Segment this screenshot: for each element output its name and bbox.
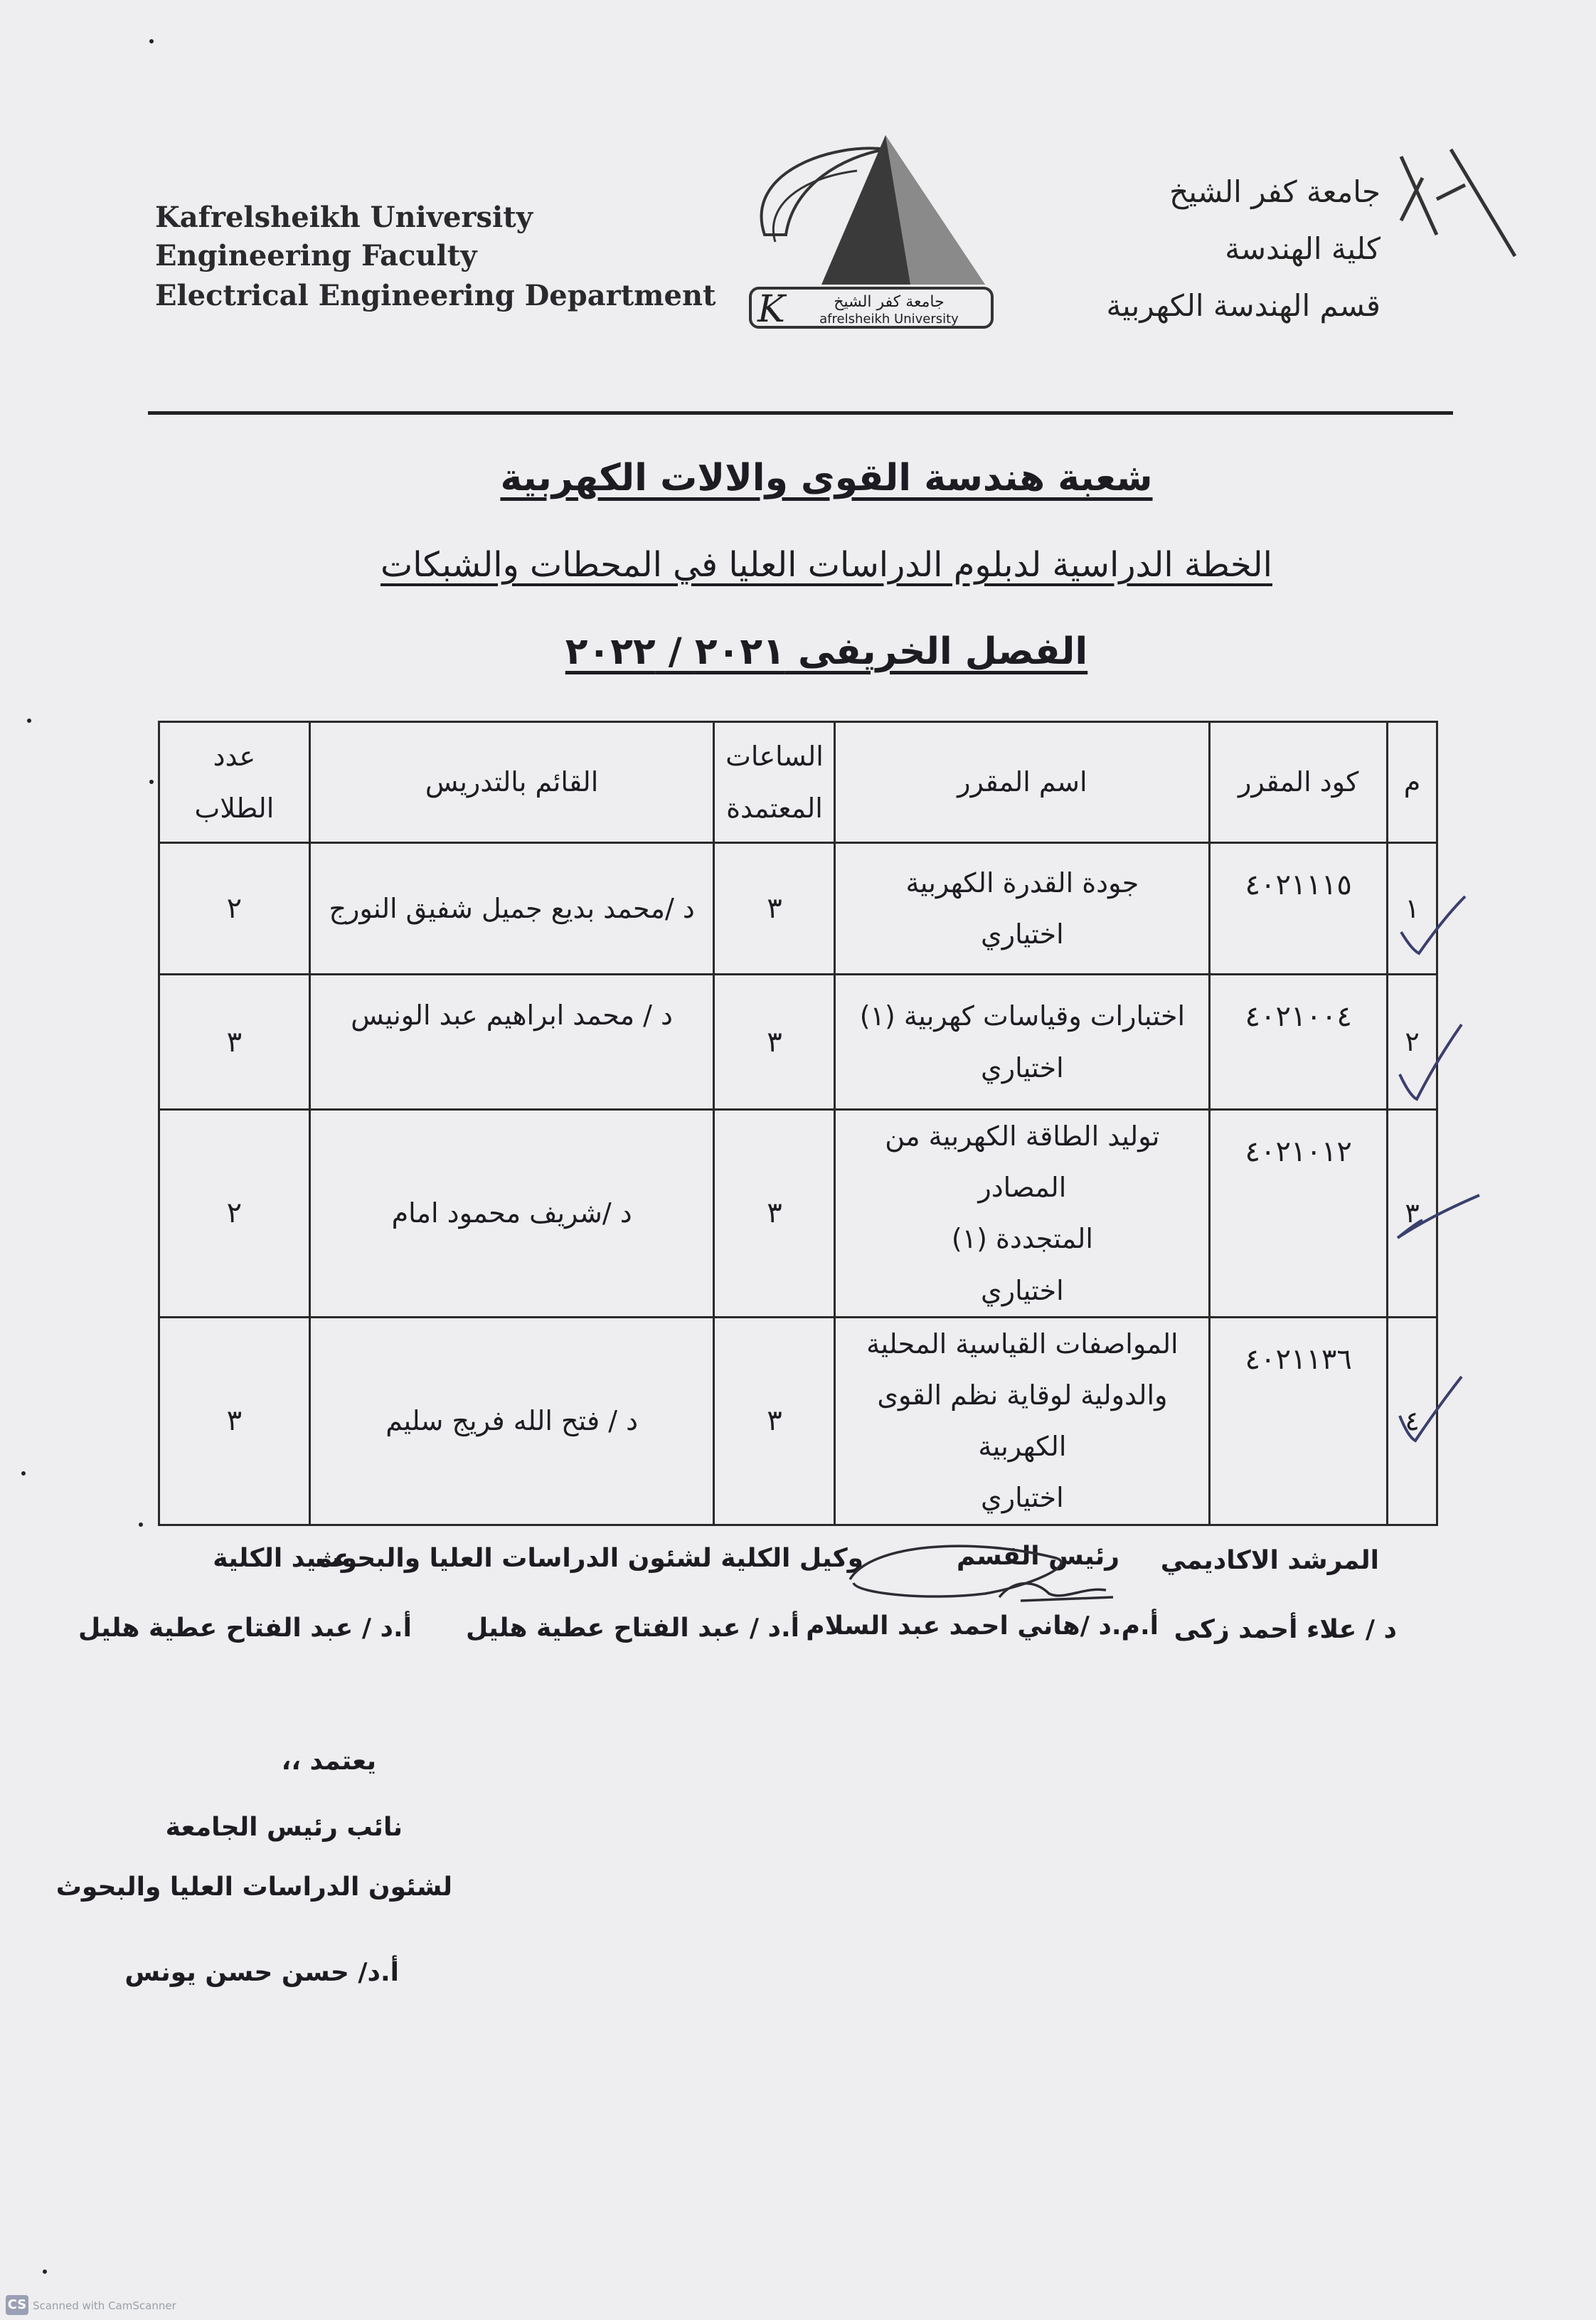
- table-row: [159, 1317, 1437, 1525]
- course-name: [835, 1317, 1210, 1525]
- scan-speck: [139, 1522, 143, 1527]
- course-name-line: اختبارات وقياسات كهربية (١): [859, 1000, 1186, 1032]
- approver-title-line1: نائب رئيس الجامعة: [165, 1813, 403, 1842]
- check-mark-icon: [1394, 1181, 1486, 1259]
- header-hours-line2: المعتمدة: [726, 792, 823, 824]
- course-code: ٤٠٢١١٣٦: [1210, 1317, 1388, 1525]
- check-mark-icon: [1394, 1366, 1472, 1451]
- english-faculty-name: Engineering Faculty: [155, 239, 477, 272]
- instructor-name: د /شريف محمود امام: [309, 1110, 714, 1318]
- university-logo: [736, 128, 1014, 341]
- course-name-line: المواصفات القياسية المحلية: [866, 1328, 1179, 1360]
- english-department-name: Electrical Engineering Department: [155, 279, 716, 312]
- instructor-name: د /محمد بديع جميل شفيق النورج: [309, 843, 714, 975]
- header-students: [159, 722, 310, 843]
- scan-speck: [21, 1471, 26, 1476]
- credit-hours: ٣: [714, 1110, 835, 1318]
- credit-hours: ٣: [714, 1317, 835, 1525]
- row-index: ٣: [1388, 1110, 1437, 1318]
- course-name-line: والدولية لوقاية نظم القوى الكهربية: [877, 1379, 1168, 1463]
- header-index: م: [1388, 722, 1437, 843]
- course-code: ٤٠٢١٠١٢: [1210, 1110, 1388, 1318]
- advisor-title: المرشد الاكاديمي: [1160, 1546, 1379, 1575]
- scan-speck: [149, 780, 154, 784]
- approver-name: أ.د/ حسن حسن يونس: [124, 1958, 399, 1987]
- row-index: ٢: [1388, 975, 1437, 1110]
- head-name: أ.م.د /هاني احمد عبد السلام: [806, 1611, 1159, 1641]
- course-name-line: المتجددة (١): [951, 1223, 1093, 1255]
- vice-dean-title: وكيل الكلية لشئون الدراسات العليا والبحوث: [315, 1544, 863, 1573]
- approval-text: يعتمد ،،: [281, 1747, 376, 1776]
- arabic-university-name: جامعة كفر الشيخ: [1169, 174, 1380, 209]
- credit-hours: ٣: [714, 975, 835, 1110]
- header-code: كود المقرر: [1210, 722, 1388, 843]
- instructor-name: د / محمد ابراهيم عبد الونيس: [309, 975, 714, 1110]
- student-count: ٢: [159, 843, 310, 975]
- student-count: ٢: [159, 1110, 310, 1318]
- row-index: ١: [1388, 843, 1437, 975]
- division-title: شعبة هندسة القوى والالات الكهربية: [500, 457, 1153, 499]
- course-name-line: جودة القدرة الكهربية: [905, 867, 1139, 899]
- row-index: ٤: [1388, 1317, 1437, 1525]
- header-course: اسم المقرر: [835, 722, 1210, 843]
- arabic-department-name: قسم الهندسة الكهربية: [1106, 288, 1380, 323]
- approver-title-line2: لشئون الدراسات العليا والبحوث: [55, 1873, 452, 1902]
- scan-speck: [43, 2269, 47, 2274]
- camscanner-watermark: Scanned with CamScanner: [33, 2299, 176, 2312]
- table-header-row: [159, 722, 1437, 843]
- check-mark-icon: [1394, 1010, 1472, 1110]
- dean-title: عميد الكلية: [213, 1544, 351, 1573]
- course-type: اختياري: [981, 1274, 1064, 1306]
- course-name-line: توليد الطاقة الكهربية من المصادر: [885, 1121, 1160, 1204]
- advisor-name: د / علاء أحمد زكى: [1174, 1615, 1397, 1644]
- header-hours-line1: الساعات: [725, 741, 824, 773]
- vice-dean-name: أ.د / عبد الفتاح عطية هليل: [466, 1614, 799, 1643]
- logo-english-text: afrelsheikh University: [819, 312, 959, 327]
- table-row: [159, 1110, 1437, 1318]
- head-title: رئيس القسم: [957, 1542, 1119, 1571]
- scan-speck: [27, 719, 31, 723]
- check-mark-icon: [1394, 882, 1472, 960]
- table-row: [159, 843, 1437, 975]
- arabic-faculty-name: كلية الهندسة: [1225, 231, 1380, 266]
- header-instructor: القائم بالتدريس: [309, 722, 714, 843]
- pen-mark-corner: [1394, 142, 1536, 263]
- header-students-line2: الطلاب: [194, 792, 275, 824]
- table-row: [159, 975, 1437, 1110]
- header-divider: [148, 411, 1453, 415]
- header-students-line1: عدد: [213, 741, 256, 773]
- course-code: ٤٠٢١١١٥: [1210, 843, 1388, 975]
- semester-title: الفصل الخريفى ٢٠٢١ / ٢٠٢٢: [565, 630, 1088, 673]
- student-count: ٣: [159, 975, 310, 1110]
- course-name: [835, 975, 1210, 1110]
- english-university-name: Kafrelsheikh University: [155, 201, 533, 234]
- course-type: اختياري: [981, 918, 1064, 950]
- course-name: [835, 1110, 1210, 1318]
- course-code: ٤٠٢١٠٠٤: [1210, 975, 1388, 1110]
- dean-name: أ.د / عبد الفتاح عطية هليل: [78, 1614, 412, 1643]
- instructor-name: د / فتح الله فريج سليم: [309, 1317, 714, 1525]
- study-plan-table: [158, 721, 1438, 1526]
- camscanner-badge: CS: [6, 2295, 28, 2315]
- plan-title: الخطة الدراسية لدبلوم الدراسات العليا في المحطات والشبكات: [381, 545, 1272, 585]
- student-count: ٣: [159, 1317, 310, 1525]
- logo-arabic-text: جامعة كفر الشيخ: [834, 293, 945, 311]
- course-type: اختياري: [981, 1482, 1064, 1514]
- course-name: [835, 843, 1210, 975]
- scan-speck: [149, 39, 154, 43]
- svg-text:K: K: [757, 288, 785, 331]
- course-type: اختياري: [981, 1052, 1064, 1084]
- credit-hours: ٣: [714, 843, 835, 975]
- handwritten-signature: [843, 1530, 1127, 1622]
- header-hours: [714, 722, 835, 843]
